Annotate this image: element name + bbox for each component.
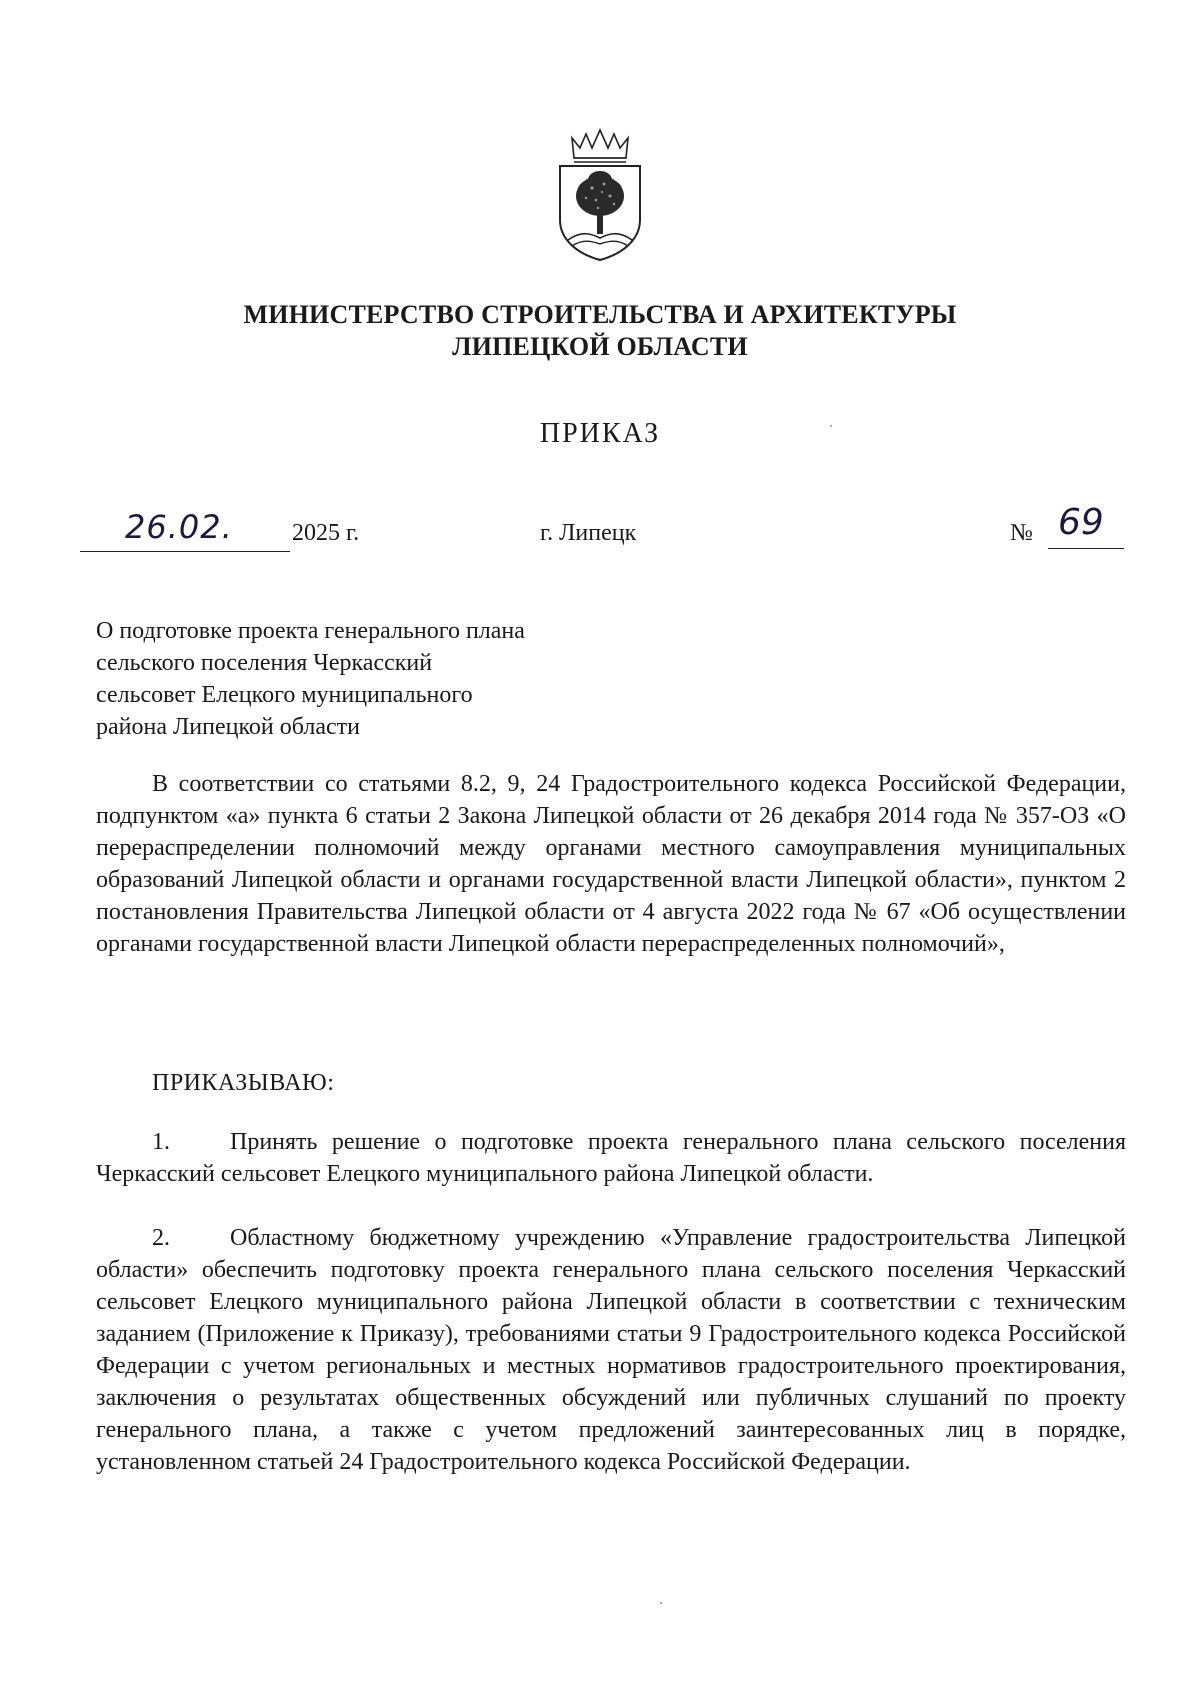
subject-line: сельского поселения Черкасский	[96, 650, 433, 676]
scan-speck	[830, 425, 832, 427]
order-item-2	[96, 1222, 1126, 1478]
city: г. Липецк	[540, 520, 637, 546]
ministry-title-line2: ЛИПЕЦКОЙ ОБЛАСТИ	[452, 332, 748, 361]
subject-line: О подготовке проекта генерального плана	[96, 618, 525, 644]
subject-line: района Липецкой области	[96, 714, 360, 740]
item-number: 1.	[152, 1129, 170, 1155]
preamble-paragraph: В соответствии со статьями 8.2, 9, 24 Градостроительного кодекса Российской Федерации, подпунктом «а» пункта 6 статьи 2 Закона Липецкой области от 26 декабря 2014 года № 357-ОЗ «О перераспределении полномочий между органами местного самоуправления муниципальных образований Липецкой области и органами государственной власти Липецкой области», пунктом 2 постановления Правительства Липецкой области от 4 августа 2022 года № 67 «Об осуществлении органами государственной власти Липецкой области перераспределенных полномочий»,	[96, 771, 1126, 957]
subject-line: сельсовет Елецкого муниципального	[96, 682, 473, 708]
date-year: 2025 г.	[292, 520, 360, 546]
number-handwritten: 69	[1058, 502, 1104, 543]
date-handwritten: 26.02.	[125, 508, 233, 546]
document-type: ПРИКАЗ	[539, 418, 661, 449]
order-item-1	[96, 1126, 1126, 1190]
item-text: Областному бюджетному учреждению «Управление градостроительства Липецкой области» обеспечить подготовку проекта генерального плана сельского поселения Черкасский сельсовет Елецкого муниципального района Липецкой области в соответствии с техническим заданием (Приложение к Приказу), требованиями статьи 9 Градостроительного кодекса Российской Федерации с учетом региональных и местных нормативов градостроительного проектирования, заключения о результатах общественных обсуждений или публичных слушаний по проекту генерального плана, а также с учетом предложений заинтересованных лиц в порядке, установленном статьей 24 Градостроительного кодекса Российской Федерации.	[96, 1225, 1126, 1475]
order-word: ПРИКАЗЫВАЮ:	[152, 1070, 335, 1096]
item-text: Принять решение о подготовке проекта генерального плана сельского поселения Черкасский сельсовет Елецкого муниципального района Липецкой области.	[96, 1129, 1126, 1187]
number-sign: №	[1010, 520, 1033, 546]
ministry-title-line1: МИНИСТЕРСТВО СТРОИТЕЛЬСТВА И АРХИТЕКТУРЫ	[243, 300, 957, 329]
scan-speck	[660, 1602, 662, 1604]
item-number: 2.	[152, 1225, 170, 1251]
lipetsk-coat-of-arms-icon	[552, 128, 648, 264]
order-subject	[96, 615, 525, 743]
